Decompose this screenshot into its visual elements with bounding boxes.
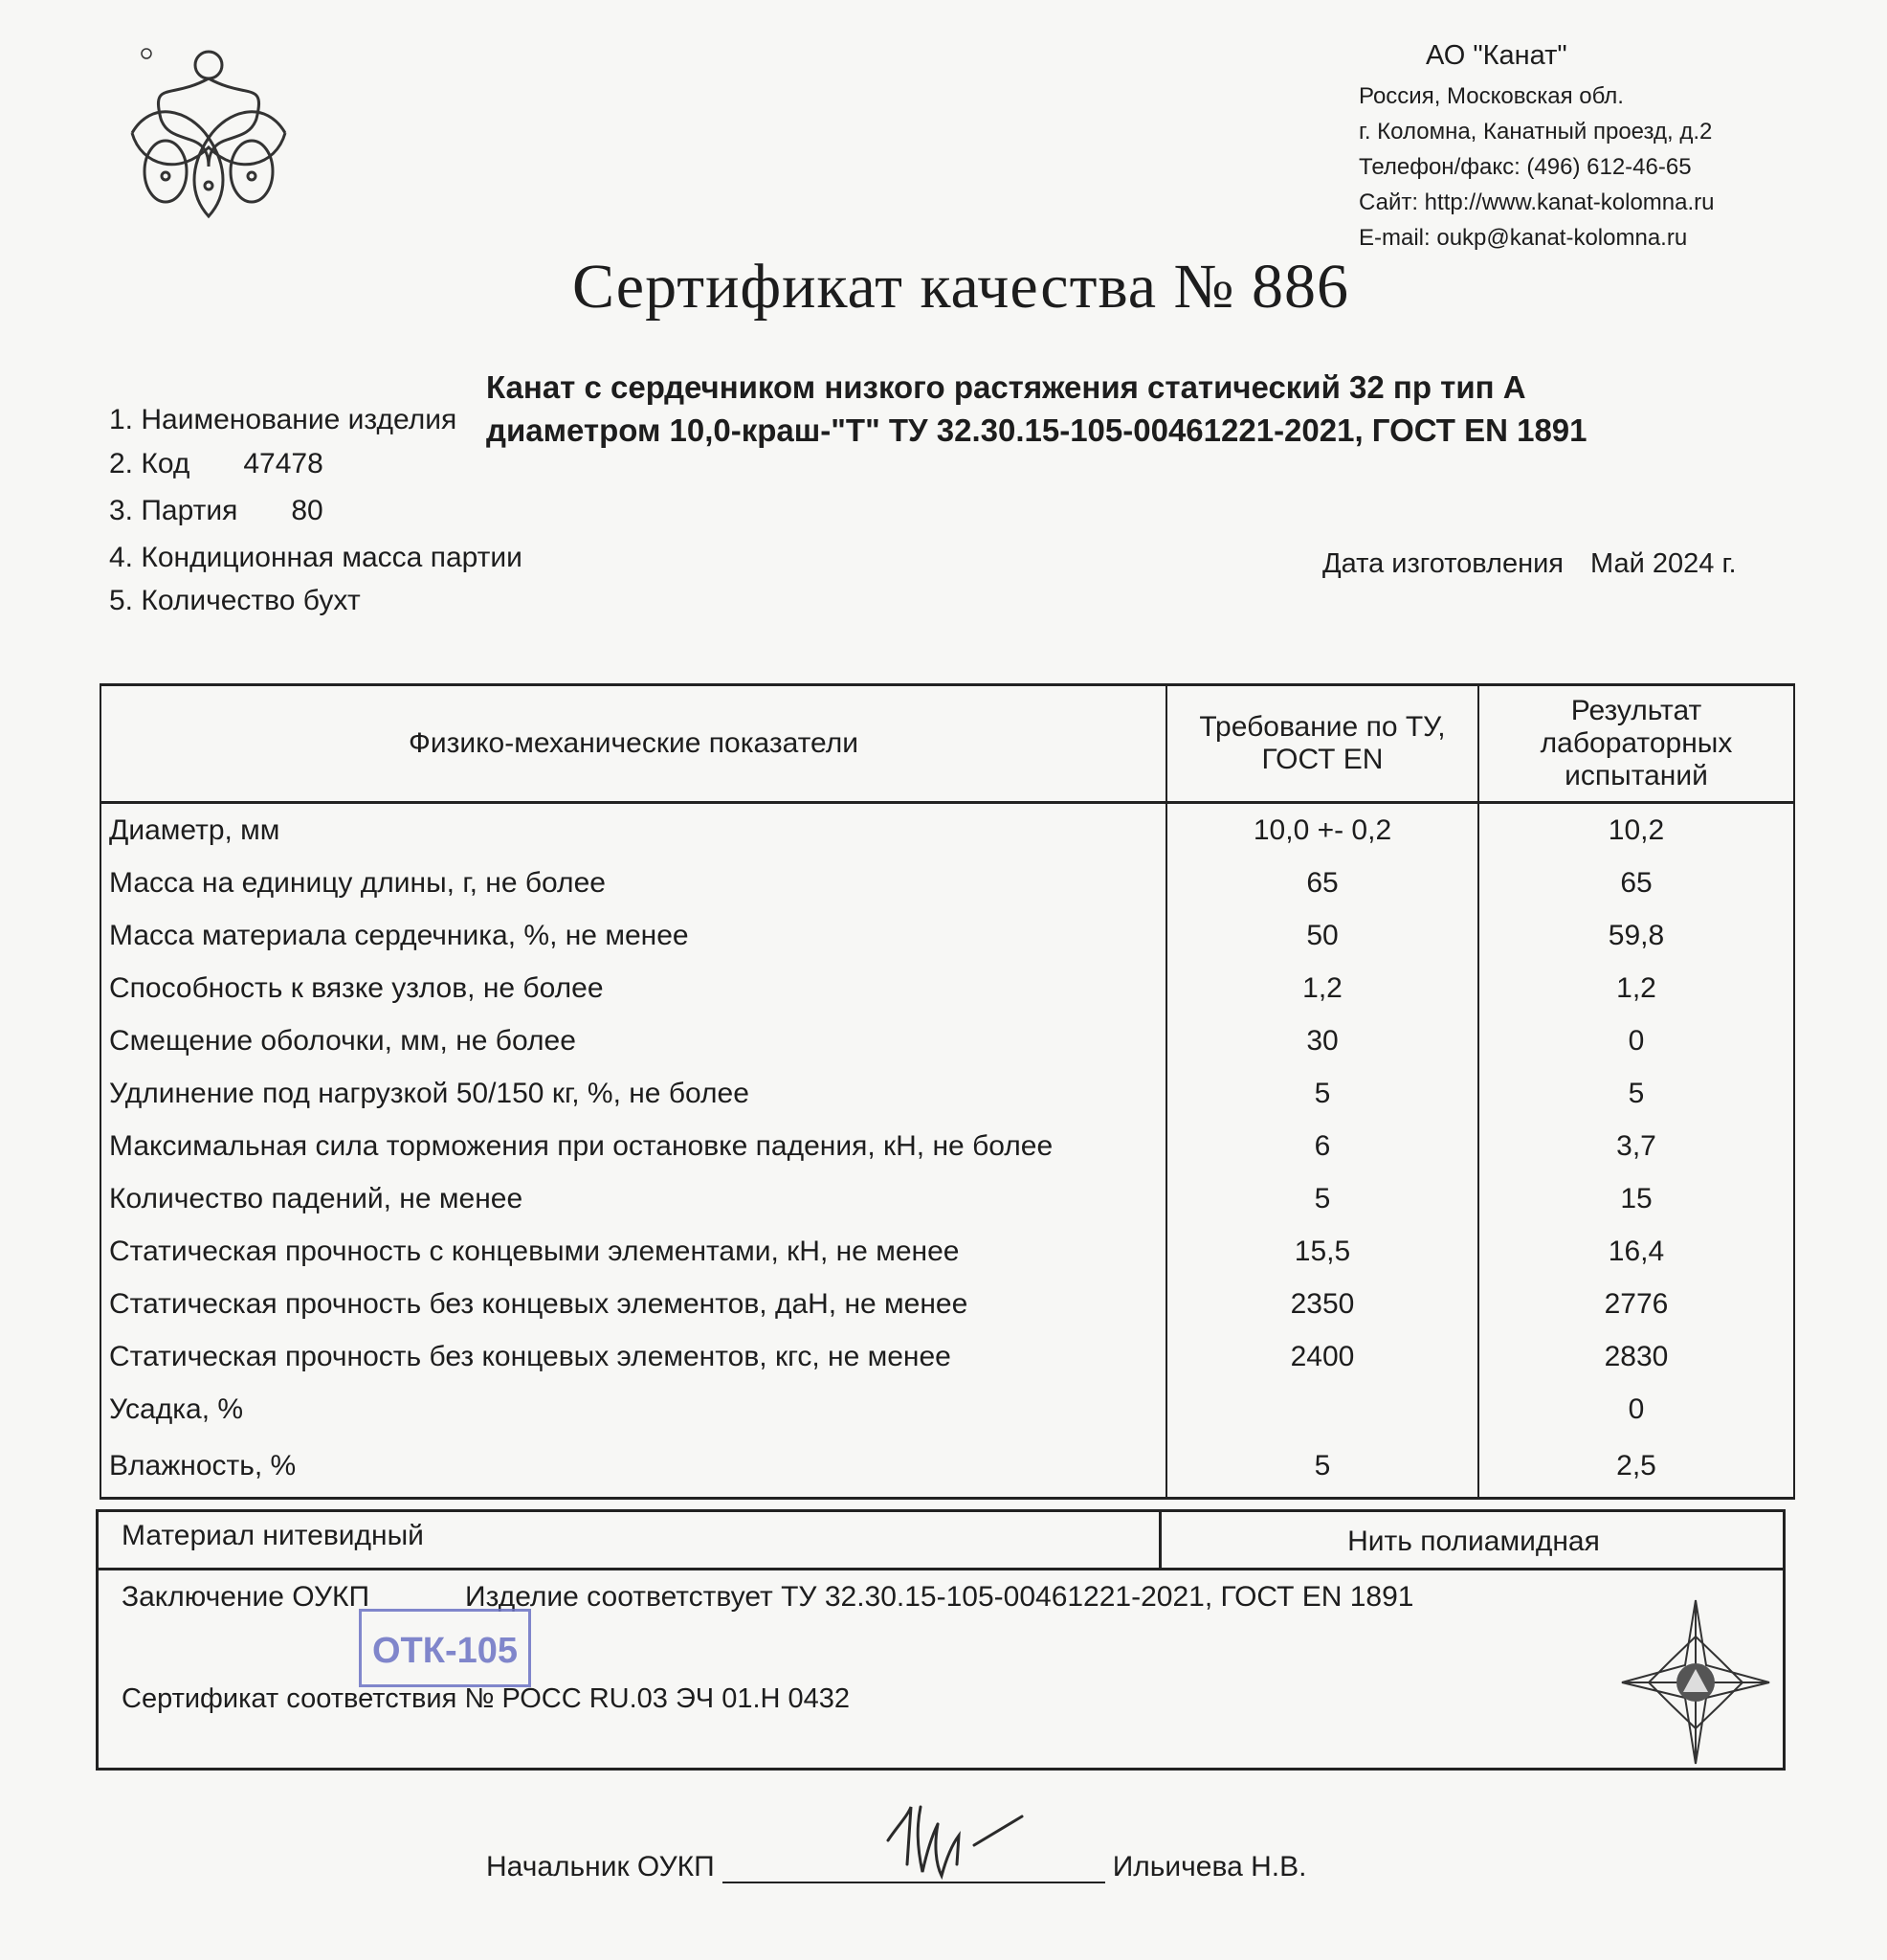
row-result: 15	[1478, 1172, 1794, 1225]
row-name: Масса материала сердечника, %, не менее	[100, 909, 1166, 962]
material-row	[99, 1512, 1783, 1570]
field-value: 80	[291, 495, 323, 526]
manufacture-date	[1322, 548, 1737, 580]
row-requirement: 2350	[1166, 1278, 1478, 1330]
row-result: 2,5	[1478, 1436, 1794, 1499]
row-requirement	[1166, 1383, 1478, 1436]
row-name: Статическая прочность без концевых элементов, даН, не менее	[100, 1278, 1166, 1330]
table-row	[100, 1436, 1794, 1499]
row-requirement: 5	[1166, 1067, 1478, 1120]
table-header-row	[100, 685, 1794, 803]
table-row	[100, 909, 1794, 962]
company-phone: Телефон/факс: (496) 612-46-65	[1359, 154, 1692, 180]
material-label: Материал нитевидный	[122, 1520, 424, 1551]
table-row	[100, 1120, 1794, 1172]
row-requirement: 15,5	[1166, 1225, 1478, 1278]
row-result: 3,7	[1478, 1120, 1794, 1172]
conclusion-line	[122, 1581, 1413, 1614]
conclusion-block	[96, 1509, 1786, 1771]
row-result: 5	[1478, 1067, 1794, 1120]
compass-star-icon	[1620, 1598, 1771, 1766]
company-email: E-mail: oukp@kanat-kolomna.ru	[1359, 225, 1688, 251]
field-batch	[109, 495, 323, 527]
table-row	[100, 962, 1794, 1014]
product-name	[486, 366, 1587, 452]
row-result: 16,4	[1478, 1225, 1794, 1278]
row-requirement: 1,2	[1166, 962, 1478, 1014]
date-label: Дата изготовления	[1322, 548, 1564, 579]
row-result: 0	[1478, 1383, 1794, 1436]
row-result: 0	[1478, 1014, 1794, 1067]
company-logo	[113, 42, 304, 224]
otk-stamp: ОТК-105	[359, 1609, 531, 1687]
row-name: Влажность, %	[100, 1436, 1166, 1499]
product-name-line-1: Канат с сердечником низкого растяжения статический 32 пр тип А	[486, 369, 1526, 405]
table-row	[100, 1330, 1794, 1383]
row-name: Максимальная сила торможения при остановке падения, кН, не более	[100, 1120, 1166, 1172]
row-result: 2830	[1478, 1330, 1794, 1383]
table-row	[100, 1014, 1794, 1067]
field-label: 5. Количество бухт	[109, 585, 361, 616]
row-requirement: 50	[1166, 909, 1478, 962]
product-name-line-2: диаметром 10,0-краш-"Т" ТУ 32.30.15-105-00461221-2021, ГОСТ EN 1891	[486, 412, 1587, 448]
row-result: 59,8	[1478, 909, 1794, 962]
certificate-title: Сертификат качества № 886	[571, 252, 1350, 322]
field-coil-count	[109, 585, 361, 617]
header-requirement: Требование по ТУ, ГОСТ EN	[1166, 685, 1478, 803]
signature-position: Начальник ОУКП	[486, 1851, 715, 1882]
field-code	[109, 448, 323, 480]
row-name: Статическая прочность с концевыми элементами, кН, не менее	[100, 1225, 1166, 1278]
date-value: Май 2024 г.	[1590, 548, 1737, 579]
row-name: Количество падений, не менее	[100, 1172, 1166, 1225]
table-row	[100, 1172, 1794, 1225]
company-address-street: г. Коломна, Канатный проезд, д.2	[1359, 119, 1713, 145]
row-name: Способность к вязке узлов, не более	[100, 962, 1166, 1014]
table-row	[100, 1383, 1794, 1436]
row-name: Смещение оболочки, мм, не более	[100, 1014, 1166, 1067]
row-name: Статическая прочность без концевых элементов, кгс, не менее	[100, 1330, 1166, 1383]
row-result: 10,2	[1478, 803, 1794, 858]
field-label: 1. Наименование изделия	[109, 404, 457, 435]
field-batch-mass	[109, 542, 522, 574]
table-row	[100, 803, 1794, 858]
header-properties: Физико-механические показатели	[100, 685, 1166, 803]
field-label: 3. Партия	[109, 495, 238, 526]
field-label: 4. Кондиционная масса партии	[109, 542, 522, 573]
header-result: Результат лабораторных испытаний	[1478, 685, 1794, 803]
company-name: АО "Канат"	[1426, 40, 1567, 71]
handwritten-signature	[878, 1788, 1041, 1893]
row-name: Масса на единицу длины, г, не более	[100, 857, 1166, 909]
row-result: 2776	[1478, 1278, 1794, 1330]
field-product-name	[109, 404, 456, 436]
row-requirement: 6	[1166, 1120, 1478, 1172]
material-value: Нить полиамидная	[1347, 1526, 1600, 1557]
row-requirement: 30	[1166, 1014, 1478, 1067]
row-name: Диаметр, мм	[100, 803, 1166, 858]
company-address-country: Россия, Московская обл.	[1359, 83, 1624, 109]
company-website: Сайт: http://www.kanat-kolomna.ru	[1359, 189, 1715, 215]
signature-name: Ильичева Н.В.	[1112, 1851, 1307, 1882]
conclusion-label: Заключение ОУКП	[122, 1581, 370, 1613]
row-requirement: 2400	[1166, 1330, 1478, 1383]
row-result: 1,2	[1478, 962, 1794, 1014]
table-row	[100, 1278, 1794, 1330]
properties-table	[100, 683, 1795, 1500]
row-requirement: 10,0 +- 0,2	[1166, 803, 1478, 858]
company-info	[1359, 38, 1714, 256]
conformity-certificate: Сертификат соответствия № РОСС RU.03 ЭЧ 01.Н 0432	[122, 1683, 851, 1714]
field-value: 47478	[243, 448, 323, 479]
row-requirement: 5	[1166, 1436, 1478, 1499]
conclusion-text: Изделие соответствует ТУ 32.30.15-105-00461221-2021, ГОСТ EN 1891	[465, 1581, 1414, 1613]
row-name: Удлинение под нагрузкой 50/150 кг, %, не более	[100, 1067, 1166, 1120]
row-requirement: 65	[1166, 857, 1478, 909]
table-row	[100, 1067, 1794, 1120]
row-name: Усадка, %	[100, 1383, 1166, 1436]
table-row	[100, 1225, 1794, 1278]
field-label: 2. Код	[109, 448, 190, 479]
row-result: 65	[1478, 857, 1794, 909]
row-requirement: 5	[1166, 1172, 1478, 1225]
table-row	[100, 857, 1794, 909]
